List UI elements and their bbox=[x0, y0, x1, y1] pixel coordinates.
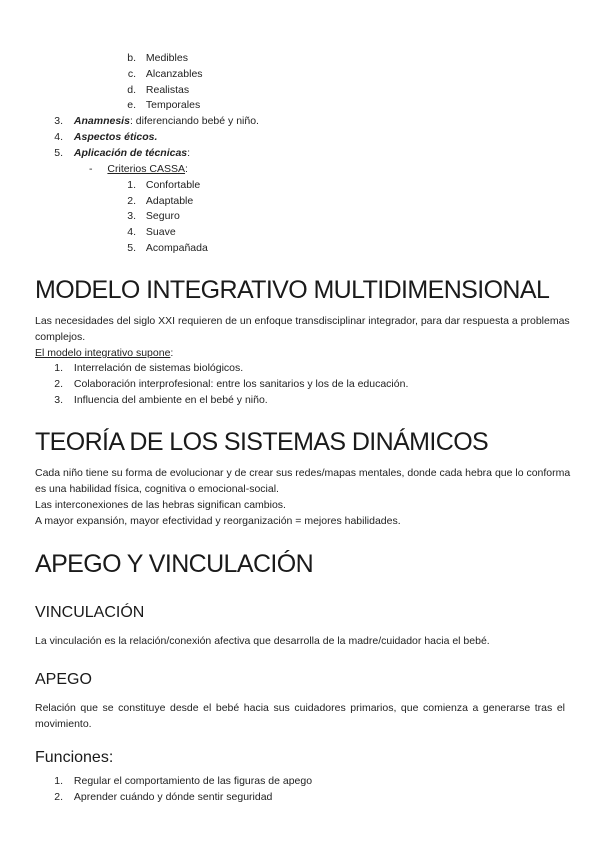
list-text bbox=[74, 146, 190, 160]
list-marker: 3. bbox=[54, 115, 63, 127]
list-text: Temporales bbox=[145, 99, 201, 111]
list-text: Suave bbox=[145, 226, 176, 238]
list-text: Medibles bbox=[145, 52, 188, 64]
list-text: Interrelación de sistemas biológicos. bbox=[73, 362, 244, 374]
list-item bbox=[118, 209, 180, 223]
paragraph-line: Las necesidades del siglo XXI requieren de un enfoque transdisciplinar integrador, para dar respuesta a problemas bbox=[35, 315, 570, 327]
list-item bbox=[118, 178, 200, 192]
list-marker: 5. bbox=[127, 242, 136, 254]
list-marker: 2. bbox=[127, 195, 136, 207]
text: : bbox=[187, 147, 191, 159]
list-item bbox=[45, 774, 312, 788]
list-text: Acompañada bbox=[145, 242, 208, 254]
list-text bbox=[74, 130, 157, 144]
list-text: Regular el comportamiento de las figuras de apego bbox=[73, 775, 313, 787]
list-text: Confortable bbox=[145, 179, 201, 191]
text: : bbox=[185, 163, 188, 175]
paragraph bbox=[35, 700, 565, 732]
list-marker: 1. bbox=[127, 179, 136, 191]
subsection-heading: APEGO bbox=[35, 671, 92, 688]
list-marker: 3. bbox=[127, 210, 136, 222]
paragraph-line: es una habilidad física, cognitiva o emocional-social. bbox=[35, 483, 279, 495]
list-text: Alcanzables bbox=[145, 68, 203, 80]
list-item bbox=[45, 146, 190, 160]
subsection-heading: Funciones: bbox=[35, 749, 114, 766]
list-marker: e. bbox=[127, 99, 136, 111]
list-text: Aprender cuándo y dónde sentir seguridad bbox=[73, 791, 273, 803]
list-item bbox=[45, 361, 243, 375]
emphasis: Anamnesis bbox=[73, 115, 130, 127]
list-item bbox=[118, 225, 176, 239]
section-heading: TEORÍA DE LOS SISTEMAS DINÁMICOS bbox=[35, 428, 489, 456]
list-marker: 4. bbox=[127, 226, 136, 238]
section-heading: MODELO INTEGRATIVO MULTIDIMENSIONAL bbox=[35, 276, 550, 304]
list-item bbox=[45, 114, 259, 128]
list-marker: d. bbox=[127, 84, 136, 96]
emphasis: Aplicación de técnicas bbox=[73, 147, 188, 159]
list-text bbox=[74, 114, 259, 128]
paragraph-line: A mayor expansión, mayor efectividad y reorganización = mejores habilidades. bbox=[35, 515, 401, 527]
list-item bbox=[118, 98, 200, 112]
paragraph-line: movimiento. bbox=[35, 718, 92, 730]
paragraph-line: La vinculación es la relación/conexión afectiva que desarrolla de la madre/cuidador hacia el bebé. bbox=[35, 635, 490, 647]
list-item bbox=[118, 67, 203, 81]
list-marker: 3. bbox=[54, 394, 63, 406]
list-item bbox=[118, 83, 189, 97]
list-marker: 2. bbox=[54, 378, 63, 390]
list-marker: 5. bbox=[54, 147, 63, 159]
list-item bbox=[45, 377, 408, 391]
list-marker: 1. bbox=[54, 362, 63, 374]
emphasis: Aspectos éticos. bbox=[73, 131, 158, 143]
list-item bbox=[118, 51, 188, 65]
underlined-text: El modelo integrativo supone bbox=[35, 347, 171, 359]
list-item bbox=[45, 130, 157, 144]
list-marker: b. bbox=[127, 52, 136, 64]
list-text: Realistas bbox=[145, 84, 190, 96]
list-marker: 4. bbox=[54, 131, 63, 143]
list-item bbox=[118, 241, 208, 255]
list-item bbox=[118, 194, 193, 208]
paragraph bbox=[35, 465, 571, 529]
subsection-heading: VINCULACIÓN bbox=[35, 604, 145, 621]
dash-marker: - bbox=[89, 163, 93, 175]
section-heading: APEGO Y VINCULACIÓN bbox=[35, 550, 314, 578]
list-marker: 2. bbox=[54, 791, 63, 803]
list-item bbox=[45, 393, 268, 407]
list-text: Influencia del ambiente en el bebé y niño. bbox=[73, 394, 268, 406]
list-item bbox=[89, 162, 188, 176]
list-text: Colaboración interprofesional: entre los sanitarios y los de la educación. bbox=[73, 378, 409, 390]
list-text bbox=[107, 162, 188, 176]
list-item bbox=[45, 790, 272, 804]
paragraph-line: Relación que se constituye desde el bebé hacia sus cuidadores primarios, que comienza a generarse tras el bbox=[35, 702, 565, 714]
paragraph bbox=[35, 633, 565, 649]
paragraph bbox=[35, 313, 570, 361]
paragraph-line: complejos. bbox=[35, 331, 86, 343]
text: : diferenciando bebé y niño. bbox=[129, 115, 259, 127]
list-marker: 1. bbox=[54, 775, 63, 787]
text: : bbox=[170, 347, 174, 359]
paragraph-line bbox=[35, 345, 565, 361]
list-marker: c. bbox=[127, 68, 136, 80]
list-text: Adaptable bbox=[145, 195, 194, 207]
paragraph-line: Cada niño tiene su forma de evolucionar y de crear sus redes/mapas mentales, donde cada hebra que lo conforma bbox=[35, 467, 571, 479]
paragraph-line: Las interconexiones de las hebras significan cambios. bbox=[35, 499, 286, 511]
underlined-text: Criterios CASSA bbox=[107, 163, 186, 175]
list-text: Seguro bbox=[145, 210, 180, 222]
